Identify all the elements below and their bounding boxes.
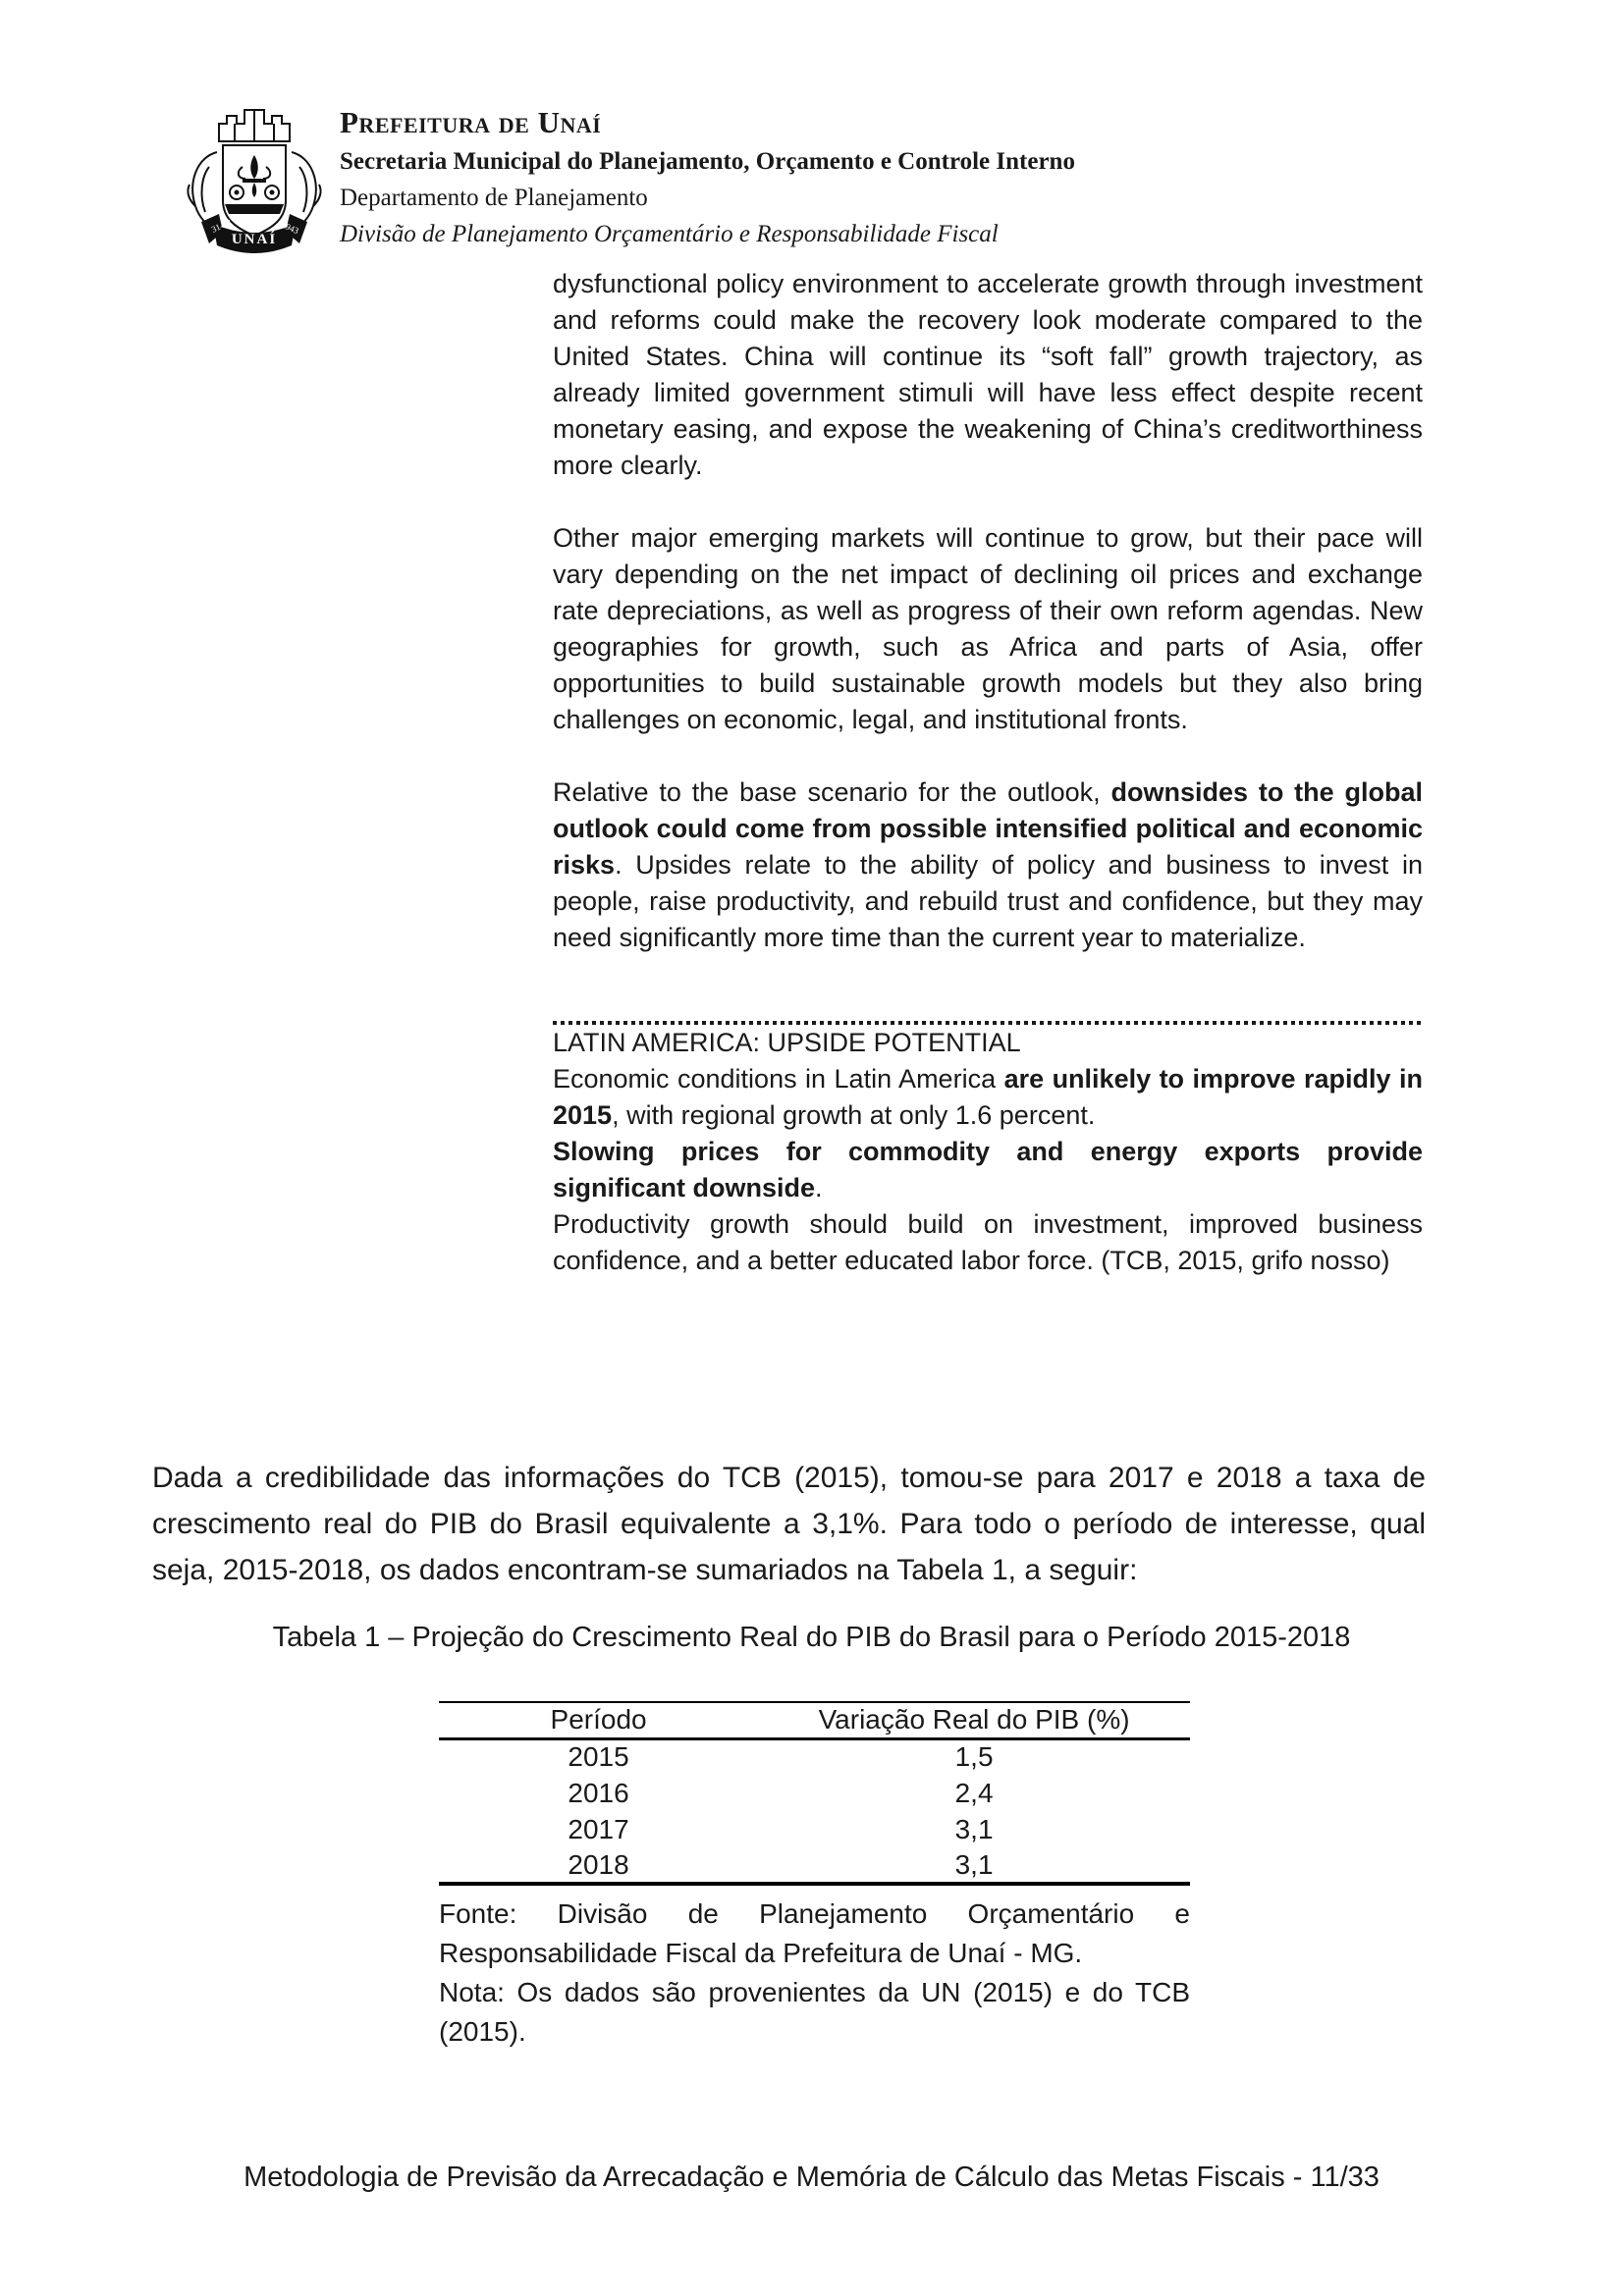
department-name: Departamento de Planejamento [340,185,648,211]
quotation-block [553,266,1423,1279]
organization-name: Prefeitura de Unaí [340,105,602,139]
cell-variation: 3,1 [954,1848,994,1880]
division-name: Divisão de Planejamento Orçamentário e Responsabilidade Fiscal [340,221,999,247]
ribbon-year-left: 31-12 [209,217,233,235]
table-source: Fonte: Divisão de Planejamento Orçamentário e Responsabilidade Fiscal da Prefeitura de Unaí - MG. [439,1898,1190,1968]
table-header-row [439,1702,1190,1738]
cell-variation: 3,1 [954,1813,994,1844]
table-row [439,1811,1190,1847]
rosette-left [230,186,243,199]
page-footer: Metodologia de Previsão da Arrecadação e Memória de Cálculo das Metas Fiscais - 11/33 [243,2162,1380,2193]
gdp-projection-table [439,1701,1190,1886]
body-paragraph: Dada a credibilidade das informações do TCB (2015), tomou-se para 2017 e 2018 a taxa de crescimento real do PIB do Brasil equivalente a 3,1%. Para todo o período de interesse, qual seja, 2015-2018, os dados encontram-se sumariados na Tabela 1, a seguir: [152,1462,1426,1586]
letterhead [340,102,1469,252]
quote-paragraph-2: Other major emerging markets will continue to grow, but their pace will vary depending on the net impact of declining oil prices and exchange rate depreciations, as well as progress of their own reform agendas. New geographies for growth, such as Africa and parts of Asia, offer opportunities to build sustainable growth models but they also bring challenges on economic, legal, and institutional fronts. [553,523,1423,734]
column-header-variation: Variação Real do PIB (%) [758,1702,1190,1738]
column-header-period: Período [439,1702,758,1738]
latin-america-heading: LATIN AMERICA: UPSIDE POTENTIAL [553,1028,1021,1057]
shield-band [225,204,284,214]
cell-period: 2018 [568,1848,629,1880]
quote-paragraph-1: dysfunctional policy environment to accelerate growth through investment and reforms could make the recovery look moderate compared to the United States. China will continue its “soft fall” growth trajectory, as already limited government stimuli will have less effect despite recent monetary easing, and expose the weakening of China’s creditworthiness more clearly. [553,269,1423,480]
table-row [439,1738,1190,1775]
rosette-right [265,186,279,199]
table-note: Nota: Os dados são provenientes da UN (2015) e do TCB (2015). [439,1977,1190,2047]
table-row [439,1847,1190,1884]
cell-variation: 2,4 [954,1777,994,1808]
coat-of-arms-logo [180,98,329,263]
ribbon [201,214,307,253]
table-source-block [439,1895,1190,2052]
quote-paragraph-3: Relative to the base scenario for the outlook, downsides to the global outlook could come from possible intensified political and economic risks. Upsides relate to the ability of policy and business to invest in people, raise productivity, and rebuild trust and confidence, but they may need significantly more time than the current year to materialize. [553,777,1423,952]
cell-period: 2017 [568,1813,629,1844]
ribbon-year-right: 1943 [280,219,300,237]
quote-paragraph-4: Economic conditions in Latin America are unlikely to improve rapidly in 2015, with regional growth at only 1.6 percent. [553,1064,1424,1130]
ribbon-city-name: UNAÍ [231,232,278,247]
cell-variation: 1,5 [954,1741,994,1773]
secretariat-name: Secretaria Municipal do Planejamento, Orçamento e Controle Interno [340,148,1075,175]
table-row [439,1775,1190,1811]
cell-period: 2016 [568,1777,629,1808]
quote-paragraph-5: Slowing prices for commodity and energy exports provide significant downside. [553,1137,1423,1202]
cell-period: 2015 [568,1741,629,1773]
quote-paragraph-6: Productivity growth should build on investment, improved business confidence, and a better educated labor force. (TCB, 2015, grifo nosso) [553,1209,1423,1275]
table-caption: Tabela 1 – Projeção do Crescimento Real do PIB do Brasil para o Período 2015-2018 [272,1622,1351,1653]
